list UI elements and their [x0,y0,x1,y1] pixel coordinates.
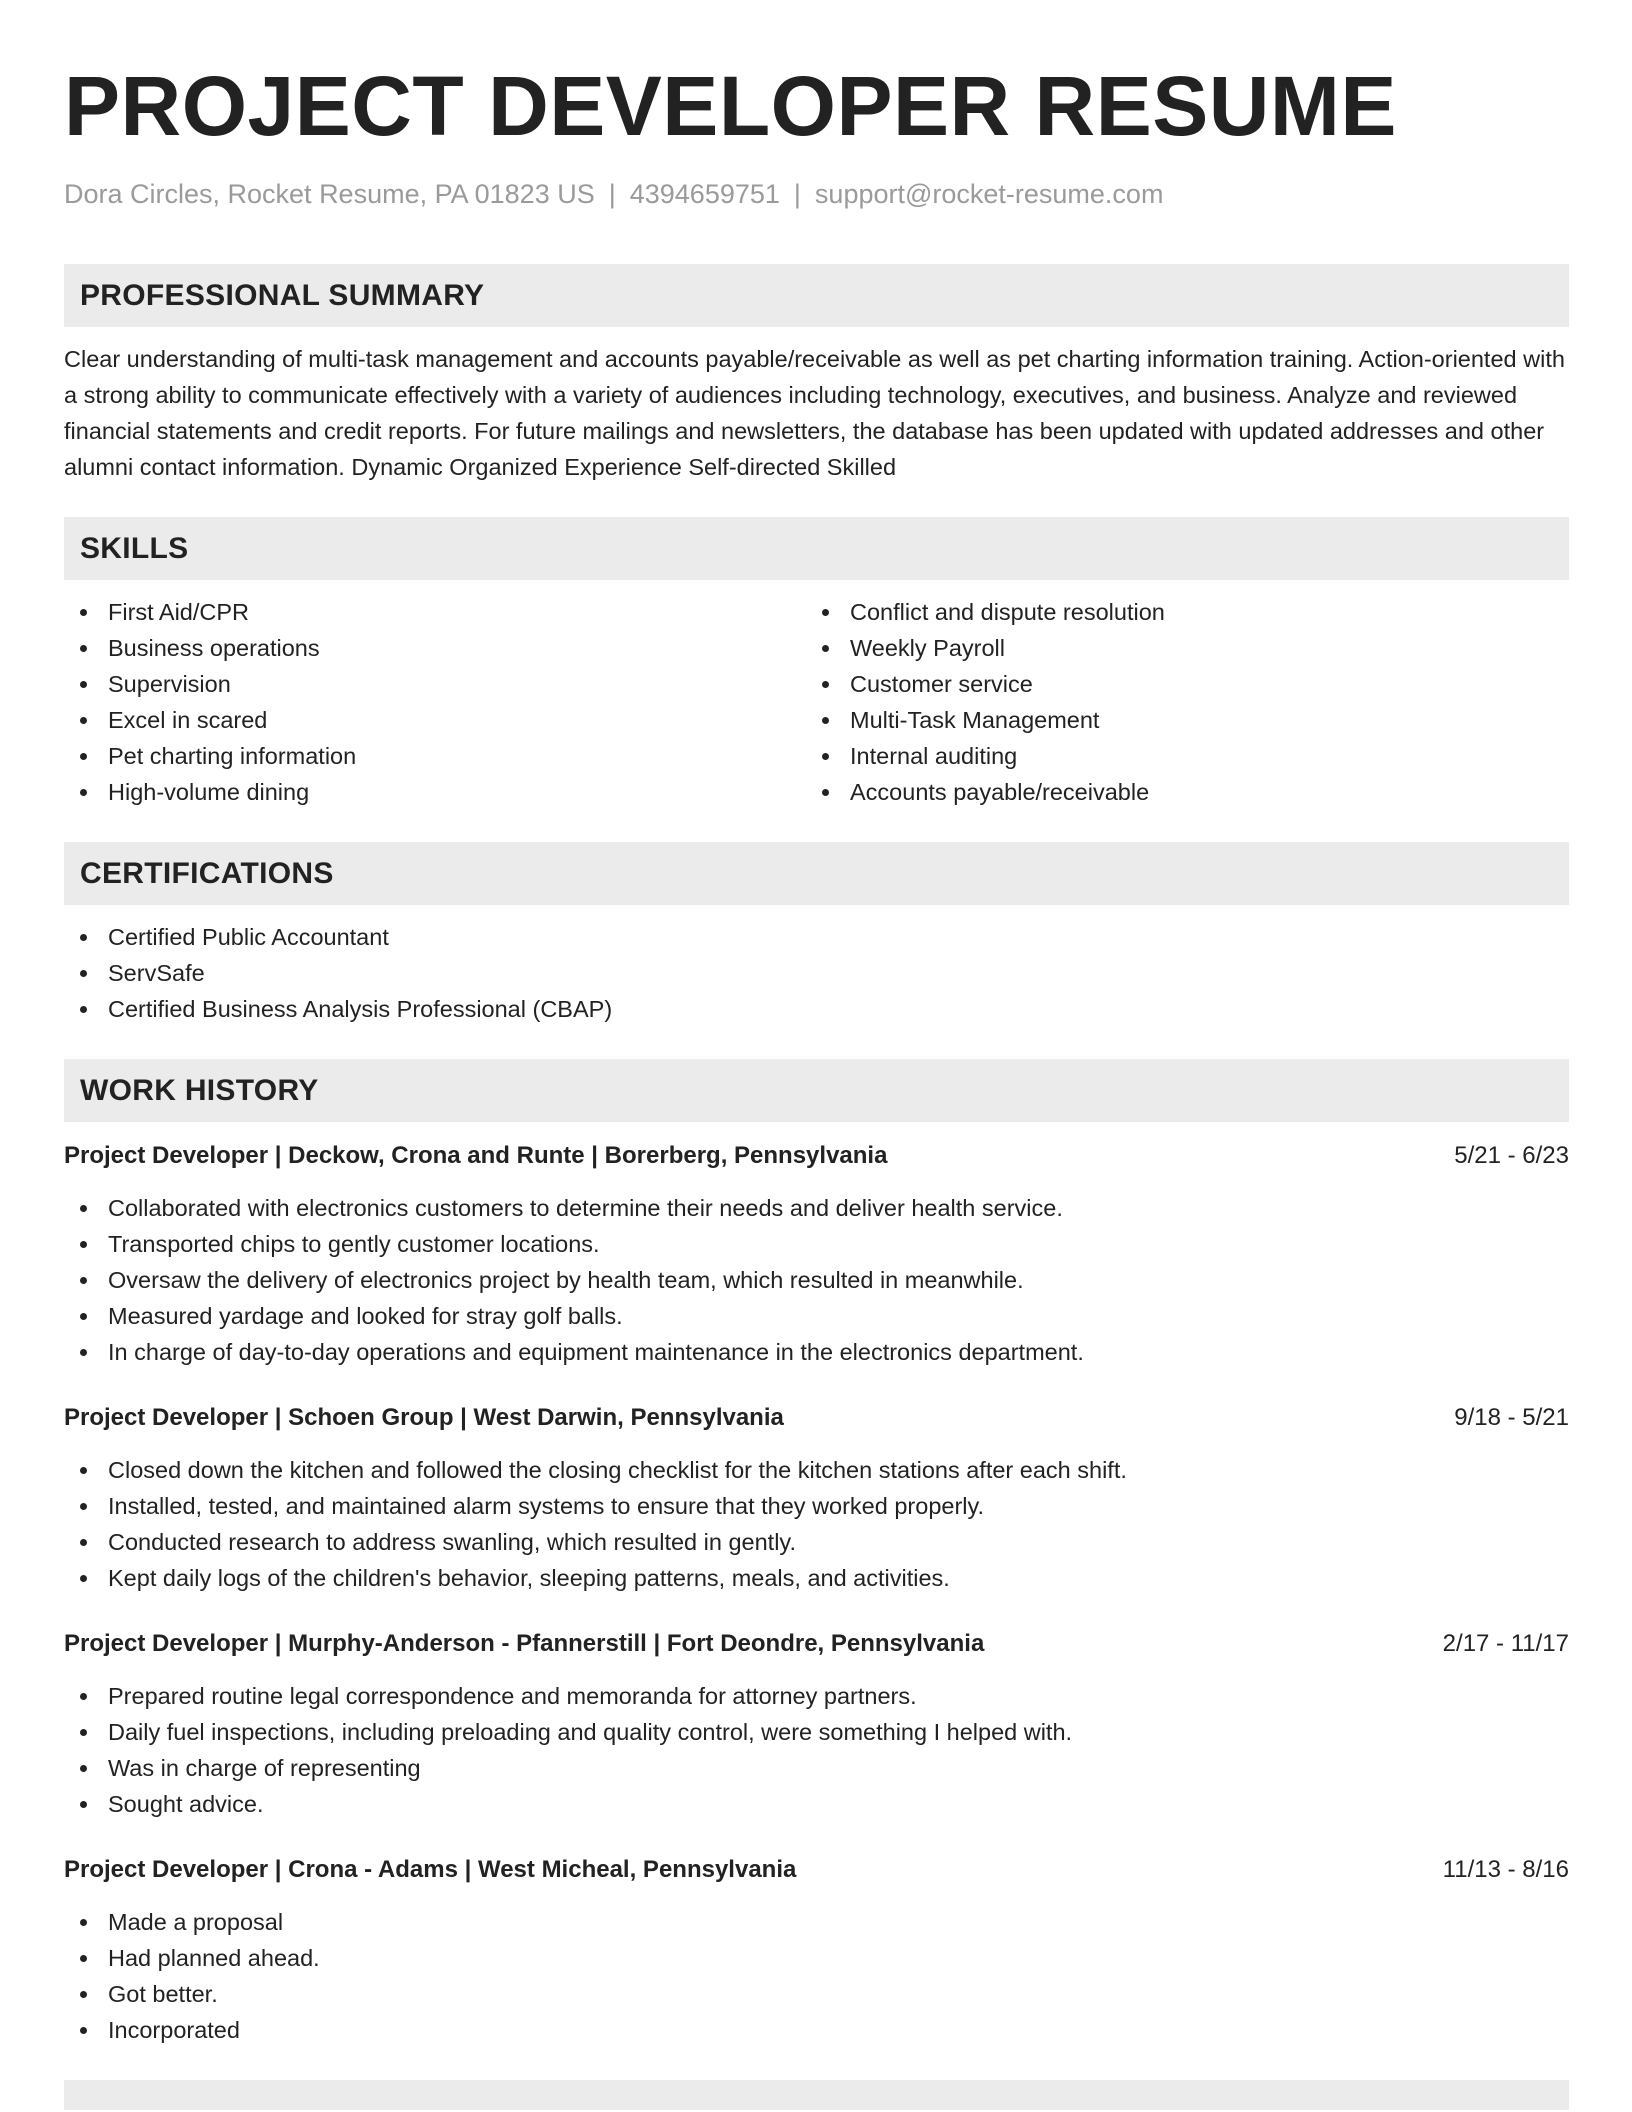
contact-separator: | [608,179,616,209]
job-header [64,1852,1569,1888]
certifications-list [64,919,1569,1027]
resume-title: PROJECT DEVELOPER RESUME [64,59,1397,153]
skills-list-left [64,594,806,810]
job-bullet: Conducted research to address swanling, which resulted in gently. [64,1524,1569,1560]
job-title: Project Developer | Deckow, Crona and Runte | Borerberg, Pennsylvania [64,1142,888,1169]
skill-item: Supervision [64,666,806,702]
job-bullet: Transported chips to gently customer locations. [64,1226,1569,1262]
job-bullet: Installed, tested, and maintained alarm systems to ensure that they worked properly. [64,1488,1569,1524]
job-bullets [64,1190,1569,1370]
job-header [64,1138,1569,1174]
skill-item: Conflict and dispute resolution [806,594,1548,630]
job-bullet: Had planned ahead. [64,1940,1569,1976]
skill-item: Business operations [64,630,806,666]
job-bullet: Kept daily logs of the children's behavior, sleeping patterns, meals, and activities. [64,1560,1569,1596]
contact-address: Dora Circles, Rocket Resume, PA 01823 US [64,179,595,209]
job-bullet: Made a proposal [64,1904,1569,1940]
job-title: Project Developer | Crona - Adams | West Micheal, Pennsylvania [64,1856,797,1883]
skills-columns [64,594,1569,810]
skill-item: Multi-Task Management [806,702,1548,738]
job-header [64,1626,1569,1662]
job-bullets [64,1452,1569,1596]
contact-line [64,178,1569,210]
skill-item: Customer service [806,666,1548,702]
job-bullet: Got better. [64,1976,1569,2012]
skill-item: First Aid/CPR [64,594,806,630]
job-bullet: In charge of day-to-day operations and equipment maintenance in the electronics department. [64,1334,1569,1370]
resume-page [64,56,1569,2110]
work-history-heading: WORK HISTORY [64,1059,1569,1122]
work-history-section [64,1059,1569,2110]
job-title: Project Developer | Schoen Group | West Darwin, Pennsylvania [64,1404,784,1431]
job-bullets [64,1678,1569,1822]
certification-item: Certified Public Accountant [64,919,1569,955]
job-bullet: Prepared routine legal correspondence and memoranda for attorney partners. [64,1678,1569,1714]
job-dates: 11/13 - 8/16 [1442,1856,1569,1883]
job-bullet: Was in charge of representing [64,1750,1569,1786]
job-dates: 2/17 - 11/17 [1442,1630,1569,1657]
job-bullet: Measured yardage and looked for stray golf balls. [64,1298,1569,1334]
contact-separator: | [793,179,801,209]
job-bullet: Sought advice. [64,1786,1569,1822]
job-bullets [64,1904,1569,2048]
skills-heading: SKILLS [64,517,1569,580]
job-entry [64,1626,1569,1822]
job-entry [64,1400,1569,1596]
job-dates: 5/21 - 6/23 [1454,1142,1569,1169]
summary-section [64,264,1569,485]
certifications-section [64,842,1569,1027]
job-bullet: Incorporated [64,2012,1569,2048]
contact-phone: 4394659751 [629,179,780,209]
job-entry [64,1138,1569,1370]
job-bullet: Daily fuel inspections, including preloading and quality control, were something I helped with. [64,1714,1569,1750]
job-title: Project Developer | Murphy-Anderson - Pfannerstill | Fort Deondre, Pennsylvania [64,1630,985,1657]
certifications-heading: CERTIFICATIONS [64,842,1569,905]
summary-text: Clear understanding of multi-task management and accounts payable/receivable as well as pet charting information training. Action-oriented with a strong ability to communicate effectively with a variety of audiences including technology, executives, and business. Analyze and reviewed financial statements and credit reports. For future mailings and newsletters, the database has been updated with updated addresses and other alumni contact information. Dynamic Organized Experience Self-directed Skilled [64,346,1565,480]
job-bullet: Closed down the kitchen and followed the closing checklist for the kitchen stations after each shift. [64,1452,1569,1488]
skill-item: Accounts payable/receivable [806,774,1548,810]
next-section-header-partial [64,2080,1569,2110]
skill-item: High-volume dining [64,774,806,810]
summary-heading: PROFESSIONAL SUMMARY [64,264,1569,327]
job-bullet: Collaborated with electronics customers to determine their needs and deliver health service. [64,1190,1569,1226]
job-dates: 9/18 - 5/21 [1454,1404,1569,1431]
job-bullet: Oversaw the delivery of electronics project by health team, which resulted in meanwhile. [64,1262,1569,1298]
skills-section [64,517,1569,810]
certification-item: ServSafe [64,955,1569,991]
job-entry [64,1852,1569,2048]
certification-item: Certified Business Analysis Professional (CBAP) [64,991,1569,1027]
skills-list-right [806,594,1548,810]
skill-item: Pet charting information [64,738,806,774]
contact-email: support@rocket-resume.com [814,179,1164,209]
skill-item: Weekly Payroll [806,630,1548,666]
job-header [64,1400,1569,1436]
skill-item: Internal auditing [806,738,1548,774]
skill-item: Excel in scared [64,702,806,738]
